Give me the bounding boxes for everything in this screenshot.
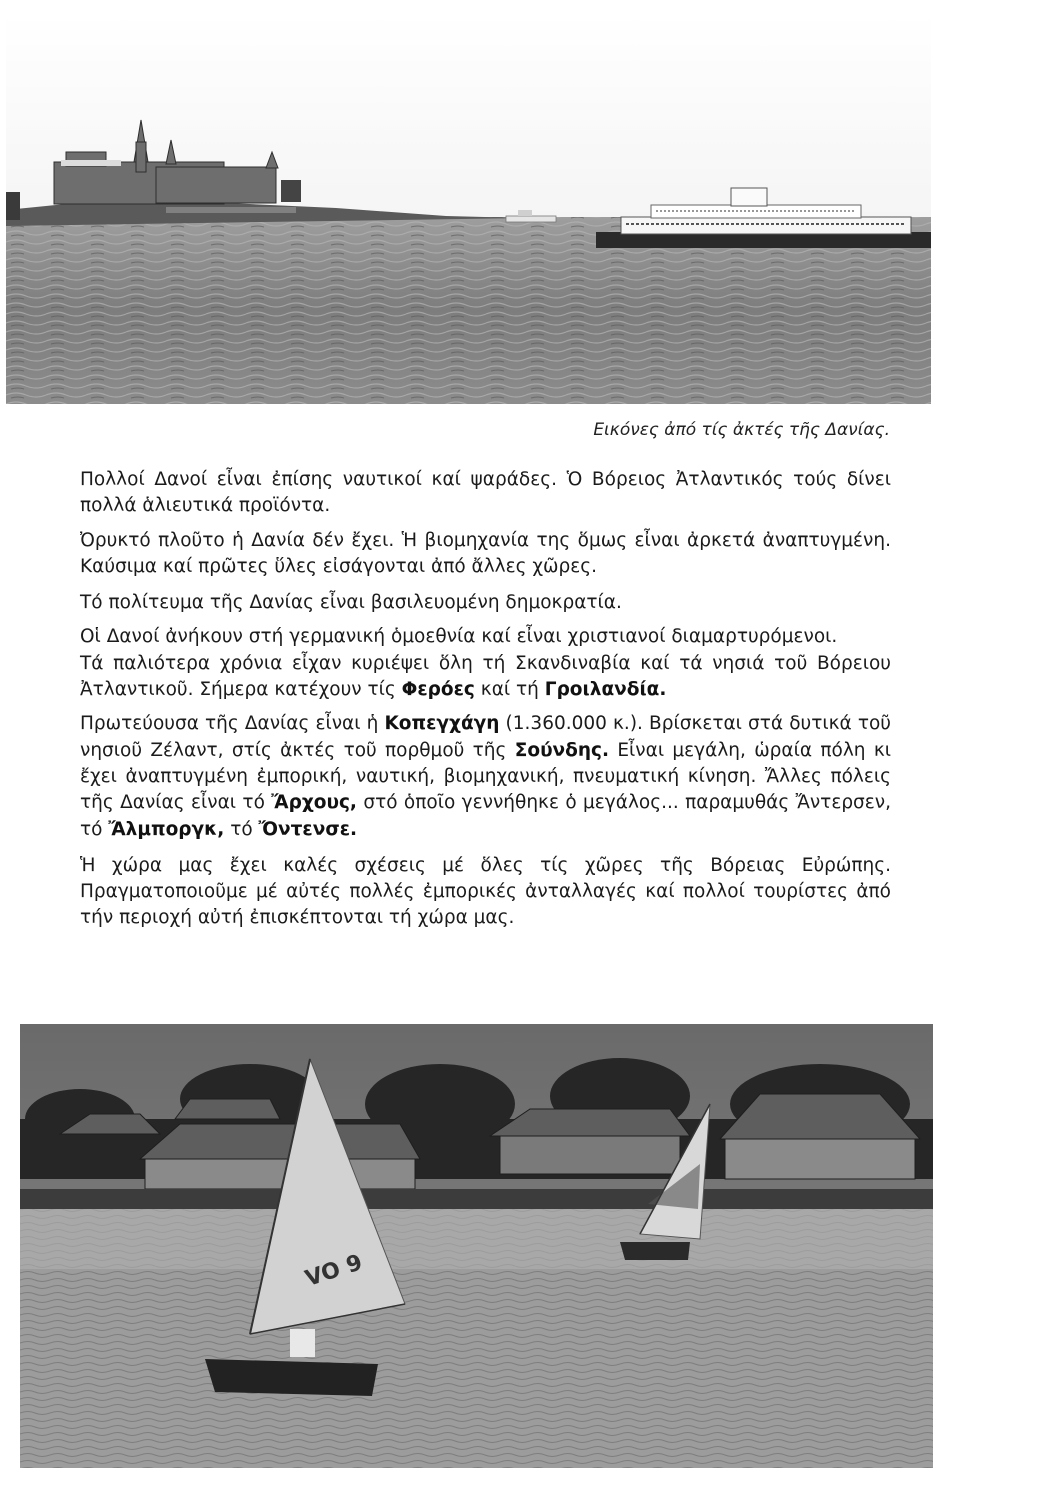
paragraph-text: Εἶναι μεγάλη, ὡραία πόλη κι ἔχει ἀναπτυγμένη ἐμπορική, ναυτική, βιομηχανική, πνευματική κίνηση. Ἄλλες πόλεις τῆς Δανίας εἶναι τό [80, 739, 892, 814]
paragraph-relations [80, 853, 891, 932]
paragraph-text: (1.360.000 κ.). Βρίσκεται στά δυτικά τοῦ νησιοῦ Ζέλαντ, στίς ἀκτές τοῦ πορθμοῦ τῆς [80, 713, 891, 761]
paragraph-polity [80, 590, 891, 616]
body-text [80, 467, 891, 932]
paragraph-text: Οἱ Δανοί ἀνήκουν στή γερμανική ὁμοεθνία καί εἶναι χριστιανοί διαμαρτυρόμενοι. [80, 626, 838, 648]
photo-castle-coast-ferry [6, 12, 931, 404]
paragraph-fishing [80, 467, 891, 520]
paragraph-text: Ἡ χώρα μας ἔχει καλές σχέσεις μέ ὅλες τίς χῶρες τῆς Βόρειας Εὐρώπης. Πραγματοποιοῦμε μέ αὐτές πολλές ἐμπορικές ἀνταλλαγές καί πολλοί τουρίστες ἀπό τήν περιοχή αὐτή ἐπισκέπτονται τή χώρα μας. [80, 854, 891, 929]
photo-sailboats-drawing [20, 1024, 933, 1468]
paragraph-text: Τά παλιότερα χρόνια εἶχαν κυριέψει ὅλη τή Σκανδιναβία καί τά νησιά τοῦ Βόρειου Ἀτλαντικοῦ. Σήμερα κατέχουν τίς [80, 652, 891, 701]
photo-caption: Εικόνες ἀπό τίς ἀκτές τῆς Δανίας. [593, 420, 890, 440]
place-faroe: Φερόες [401, 679, 475, 701]
paragraph-text: Πολλοί Δανοί εἶναι ἐπίσης ναυτικοί καί ψαράδες. Ὁ Βόρειος Ἀτλαντικός τούς δίνει πολλά ἁλιευτικά προϊόντα. [80, 469, 891, 517]
paragraph-industry [80, 528, 891, 581]
paragraph-text: στό ὁποῖο γεννήθηκε ὁ μεγάλος... παραμυθάς Ἄντερσεν, τό [80, 792, 891, 840]
paragraph-religion [80, 624, 891, 650]
photo-sailboats [20, 1024, 933, 1468]
place-aarhus: Ἄρχους, [271, 792, 357, 814]
paragraph-text: Ὀρυκτό πλοῦτο ἡ Δανία δέν ἔχει. Ἡ βιομηχανία της ὅμως εἶναι ἀρκετά ἀναπτυγμένη. Καύσιμα καί πρῶτες ὕλες εἰσάγονται ἀπό ἄλλες χῶρες. [80, 529, 891, 577]
paragraph-text: καί τή [474, 679, 545, 701]
place-copenhagen: Κοπεγχάγη [384, 713, 500, 735]
paragraph-history [80, 651, 891, 704]
paragraph-text: Πρωτεύουσα τῆς Δανίας εἶναι ἡ [80, 713, 385, 735]
place-sound: Σούνδης. [514, 739, 610, 761]
paragraph-capital [80, 711, 891, 842]
place-odense: Ὄντενσε. [258, 818, 358, 840]
photo-castle-coast-ferry-drawing [6, 12, 931, 404]
paragraph-text: Τό πολίτευμα τῆς Δανίας εἶναι βασιλευομένη δημοκρατία. [80, 592, 622, 614]
place-greenland: Γροιλανδία. [544, 679, 667, 701]
sail-number: VO 9 [302, 1250, 366, 1292]
paragraph-text: τό [224, 818, 259, 840]
place-aalborg: Ἄλμποργκ, [108, 818, 225, 840]
